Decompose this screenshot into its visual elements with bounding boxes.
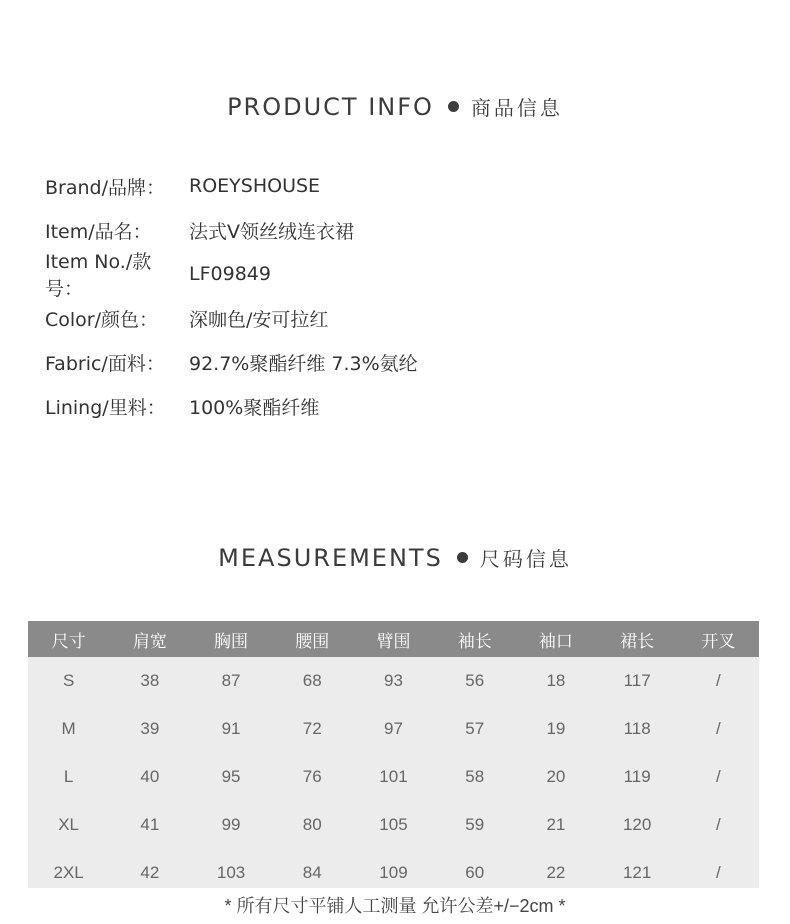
info-value: ROEYSHOUSE xyxy=(189,175,321,197)
table-cell: 117 xyxy=(623,671,651,690)
table-cell: 57 xyxy=(465,719,485,738)
table-cell: 120 xyxy=(622,815,652,834)
info-value: 92.7%聚酯纤维 7.3%氨纶 xyxy=(189,352,418,375)
measurements-title-cn: 尺码信息 xyxy=(479,547,572,571)
column-header: 裙长 xyxy=(620,631,655,651)
info-row-color xyxy=(45,296,745,340)
measurements-title-en: MEASUREMENTS xyxy=(218,544,443,572)
info-row-item xyxy=(45,208,745,252)
info-row-item-no xyxy=(45,251,745,300)
column-header: 开叉 xyxy=(701,631,736,651)
column-header: 腰围 xyxy=(295,631,330,651)
product-info-title-cn: 商品信息 xyxy=(470,96,563,120)
table-cell: 56 xyxy=(465,671,485,690)
product-info-title xyxy=(0,92,790,121)
table-cell: / xyxy=(715,767,721,786)
table-row xyxy=(28,657,759,705)
table-row xyxy=(28,801,759,849)
info-label: Brand/品牌： xyxy=(45,176,165,199)
table-row xyxy=(28,849,759,897)
table-cell: 18 xyxy=(546,671,566,690)
info-value: 法式V领丝绒连衣裙 xyxy=(189,220,354,243)
table-cell: 103 xyxy=(216,863,246,882)
info-value: 100%聚酯纤维 xyxy=(189,396,320,419)
table-cell: 91 xyxy=(221,719,241,738)
product-info-title-en: PRODUCT INFO xyxy=(227,93,434,121)
info-row-fabric xyxy=(45,340,745,384)
table-cell: 72 xyxy=(302,719,322,738)
table-cell: 58 xyxy=(465,767,485,786)
table-cell: 105 xyxy=(379,815,408,834)
measurement-note: * 所有尺寸平铺人工测量 允许公差+/−2cm * xyxy=(224,896,566,916)
table-cell: 68 xyxy=(302,671,322,690)
bullet-dot-icon xyxy=(448,101,459,112)
table-cell: 84 xyxy=(302,863,322,882)
info-label: Item/品名： xyxy=(45,220,152,243)
table-row xyxy=(28,753,759,801)
table-cell: S xyxy=(62,671,75,690)
info-row-brand xyxy=(45,164,745,208)
column-header: 袖长 xyxy=(457,631,492,651)
column-header: 尺寸 xyxy=(51,631,86,651)
table-cell: 80 xyxy=(302,815,322,834)
table-cell: 39 xyxy=(140,719,160,738)
table-cell: 60 xyxy=(465,863,485,882)
column-header: 臂围 xyxy=(376,631,411,651)
table-cell: 19 xyxy=(546,719,566,738)
info-label: Item No./款号： xyxy=(45,251,152,300)
table-cell: 38 xyxy=(140,671,160,690)
table-cell: 99 xyxy=(221,815,241,834)
bullet-dot-icon xyxy=(457,552,468,563)
table-cell: 121 xyxy=(622,863,652,882)
table-cell: 97 xyxy=(384,719,403,738)
table-cell: 22 xyxy=(546,863,566,882)
table-cell: 59 xyxy=(465,815,485,834)
table-cell: / xyxy=(715,671,721,690)
table-cell: L xyxy=(63,767,74,786)
table-cell: 93 xyxy=(384,671,403,690)
table-cell: 119 xyxy=(623,767,651,786)
measurements-title xyxy=(0,543,790,572)
info-value: 深咖色/安可拉红 xyxy=(189,308,329,331)
info-value: LF09849 xyxy=(189,263,271,285)
size-table-header xyxy=(28,621,759,657)
table-cell: / xyxy=(715,815,721,834)
column-header: 肩宽 xyxy=(132,631,167,651)
table-cell: 95 xyxy=(221,767,241,786)
info-row-lining xyxy=(45,384,745,428)
table-cell: 21 xyxy=(546,815,566,834)
table-cell: 20 xyxy=(546,767,566,786)
column-header: 袖口 xyxy=(538,631,573,651)
column-header: 胸围 xyxy=(214,631,249,651)
table-cell: / xyxy=(715,863,721,882)
product-info-list xyxy=(45,164,745,428)
table-cell: 2XL xyxy=(53,863,84,882)
info-label: Lining/里料： xyxy=(45,396,166,419)
table-cell: 42 xyxy=(140,863,160,882)
table-cell: 109 xyxy=(379,863,408,882)
size-table xyxy=(28,621,759,888)
table-cell: XL xyxy=(58,815,79,834)
table-cell: 40 xyxy=(140,767,160,786)
info-label: Color/颜色： xyxy=(45,308,159,331)
table-cell: 101 xyxy=(379,767,408,786)
table-cell: 87 xyxy=(221,671,241,690)
table-cell: 118 xyxy=(623,719,651,738)
table-cell: M xyxy=(61,719,76,738)
table-cell: 41 xyxy=(140,815,160,834)
table-cell: / xyxy=(715,719,721,738)
info-label: Fabric/面料： xyxy=(45,352,165,375)
table-cell: 76 xyxy=(302,767,322,786)
table-row xyxy=(28,705,759,753)
